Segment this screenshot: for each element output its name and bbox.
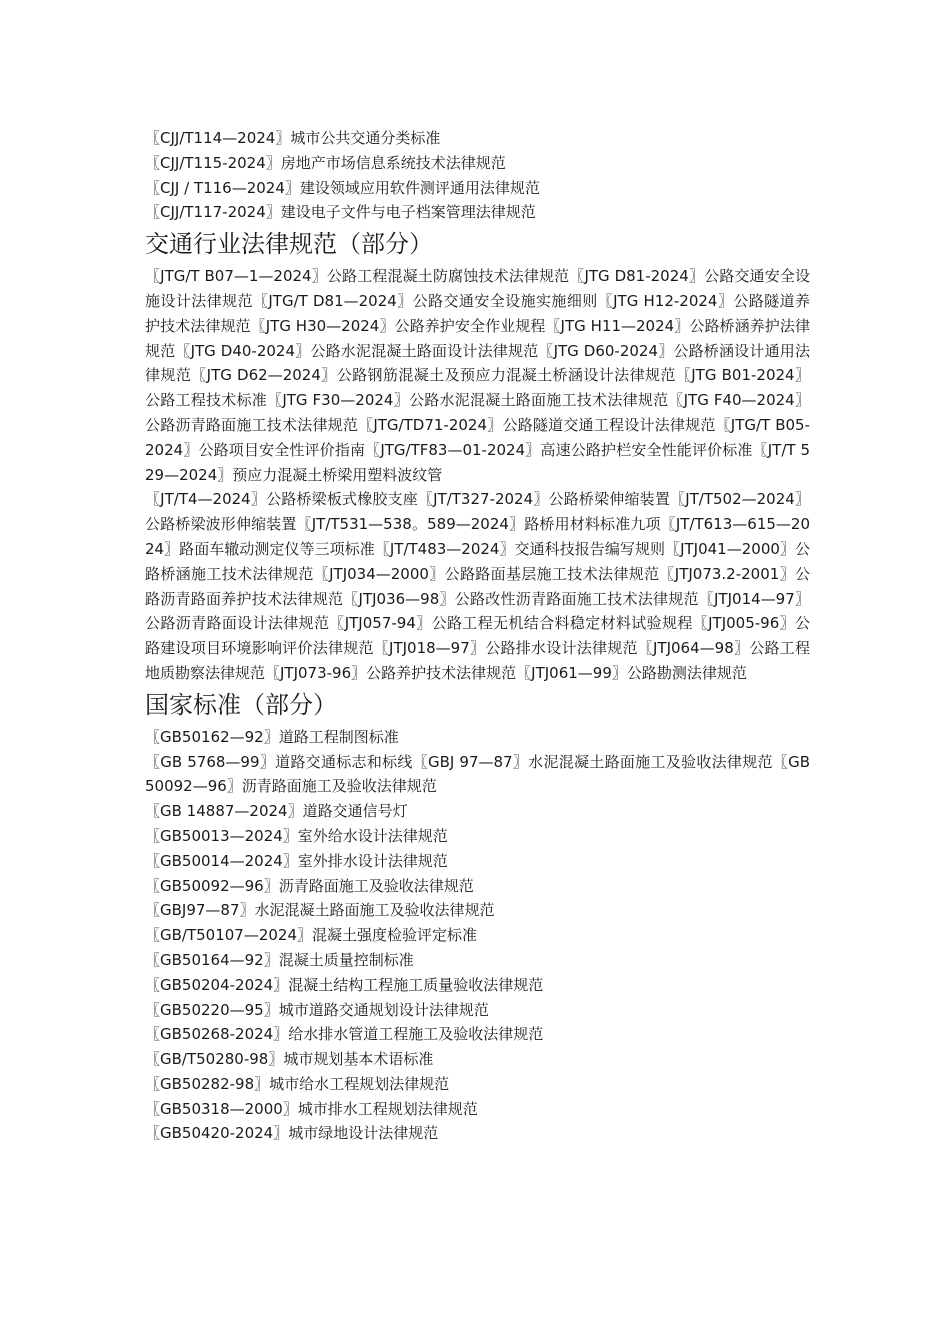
list-item: 〖GB50162—92〗道路工程制图标准 (145, 727, 399, 746)
list-item: 〖CJJ/T115-2024〗房地产市场信息系统技术法律规范 (145, 153, 506, 172)
list-item: 〖GB 5768—99〗道路交通标志和标线〖GBJ 97—87〗水泥混凝土路面施工及验收法律规范〖GB 50092—96〗沥青路面施工及验收法律规范 (145, 752, 810, 796)
transport-standards-paragraph: 〖JT/T4—2024〗公路桥梁板式橡胶支座〖JT/T327-2024〗公路桥梁伸缩装置〖JT/T502—2024〗公路桥梁波形伸缩装置〖JT/T531—538。589—2024〗路桥用材料标准九项〖JT/T613—615—2024〗路面车辙动测定仪等三项标准〖JT/T483—2024〗交通科技报告编写规则〖JTJ041—2000〗公路桥涵施工技术法律规范〖JTJ034—2000〗公路路面基层施工技术法律规范〖JTJ073.2-2001〗公路沥青路面养护技术法律规范〖JTJ036—98〗公路改性沥青路面施工技术法律规范〖JTJ014—97〗公路沥青路面设计法律规范〖JTJ057-94〗公路工程无机结合料稳定材料试验规程〖JTJ005-96〗公路建设项目环境影响评价法律规范〖JTJ018—97〗公路排水设计法律规范〖JTJ064—98〗公路工程地质勘察法律规范〖JTJ073-96〗公路养护技术法律规范〖JTJ061—99〗公路勘测法律规范 (145, 490, 810, 682)
list-item: 〖GB50282-98〗城市给水工程规划法律规范 (145, 1074, 450, 1093)
list-item: 〖GB50220—95〗城市道路交通规划设计法律规范 (145, 1000, 489, 1019)
list-item: 〖CJJ / T116—2024〗建设领域应用软件测评通用法律规范 (145, 178, 540, 197)
transport-section-heading: 交通行业法律规范（部分） (145, 230, 433, 259)
list-item: 〖GB50014—2024〗室外排水设计法律规范 (145, 851, 448, 870)
list-item: 〖CJJ/T117-2024〗建设电子文件与电子档案管理法律规范 (145, 203, 536, 222)
transport-standards-paragraph: 〖JTG/T B07—1—2024〗公路工程混凝土防腐蚀技术法律规范〖JTG D81-2024〗公路交通安全设施设计法律规范〖JTG/T D81—2024〗公路交通安全设施实施细则〖JTG H12-2024〗公路隧道养护技术法律规范〖JTG H30—2024〗公路养护安全作业规程〖JTG H11—2024〗公路桥涵养护法律规范〖JTG D40-2024〗公路水泥混凝土路面设计法律规范〖JTG D60-2024〗公路桥涵设计通用法律规范〖JTG D62—2024〗公路钢筋混凝土及预应力混凝土桥涵设计法律规范〖JTG B01-2024〗公路工程技术标准〖JTG F30—2024〗公路水泥混凝土路面施工技术法律规范〖JTG F40—2024〗公路沥青路面施工技术法律规范〖JTG/TD71-2024〗公路隧道交通工程设计法律规范〖JTG/T B05-2024〗公路项目安全性评价指南〖JTG/TF83—01-2024〗高速公路护栏安全性能评价标准〖JT/T 529—2024〗预应力混凝土桥梁用塑料波纹管 (145, 267, 810, 484)
list-item: 〖GB50013—2024〗室外给水设计法律规范 (145, 826, 448, 845)
list-item: 〖GB50204-2024〗混凝土结构工程施工质量验收法律规范 (145, 975, 544, 994)
list-item: 〖GB/T50280-98〗城市规划基本术语标准 (145, 1050, 434, 1069)
national-section-heading: 国家标准（部分） (145, 690, 337, 719)
list-item: 〖GB50268-2024〗给水排水管道工程施工及验收法律规范 (145, 1025, 544, 1044)
list-item: 〖GB50420-2024〗城市绿地设计法律规范 (145, 1124, 439, 1143)
cjj-standards-list (145, 126, 810, 225)
list-item: 〖GBJ97—87〗水泥混凝土路面施工及验收法律规范 (145, 901, 495, 920)
list-item: 〖GB 14887—2024〗道路交通信号灯 (145, 802, 408, 821)
list-item: 〖GB50164—92〗混凝土质量控制标准 (145, 950, 414, 969)
document-page (145, 126, 810, 1146)
list-item: 〖GB50318—2000〗城市排水工程规划法律规范 (145, 1099, 478, 1118)
list-item: 〖GB50092—96〗沥青路面施工及验收法律规范 (145, 876, 474, 895)
list-item: 〖GB/T50107—2024〗混凝土强度检验评定标准 (145, 926, 478, 945)
national-standards-list (145, 725, 810, 1147)
list-item: 〖CJJ/T114—2024〗城市公共交通分类标准 (145, 129, 441, 147)
